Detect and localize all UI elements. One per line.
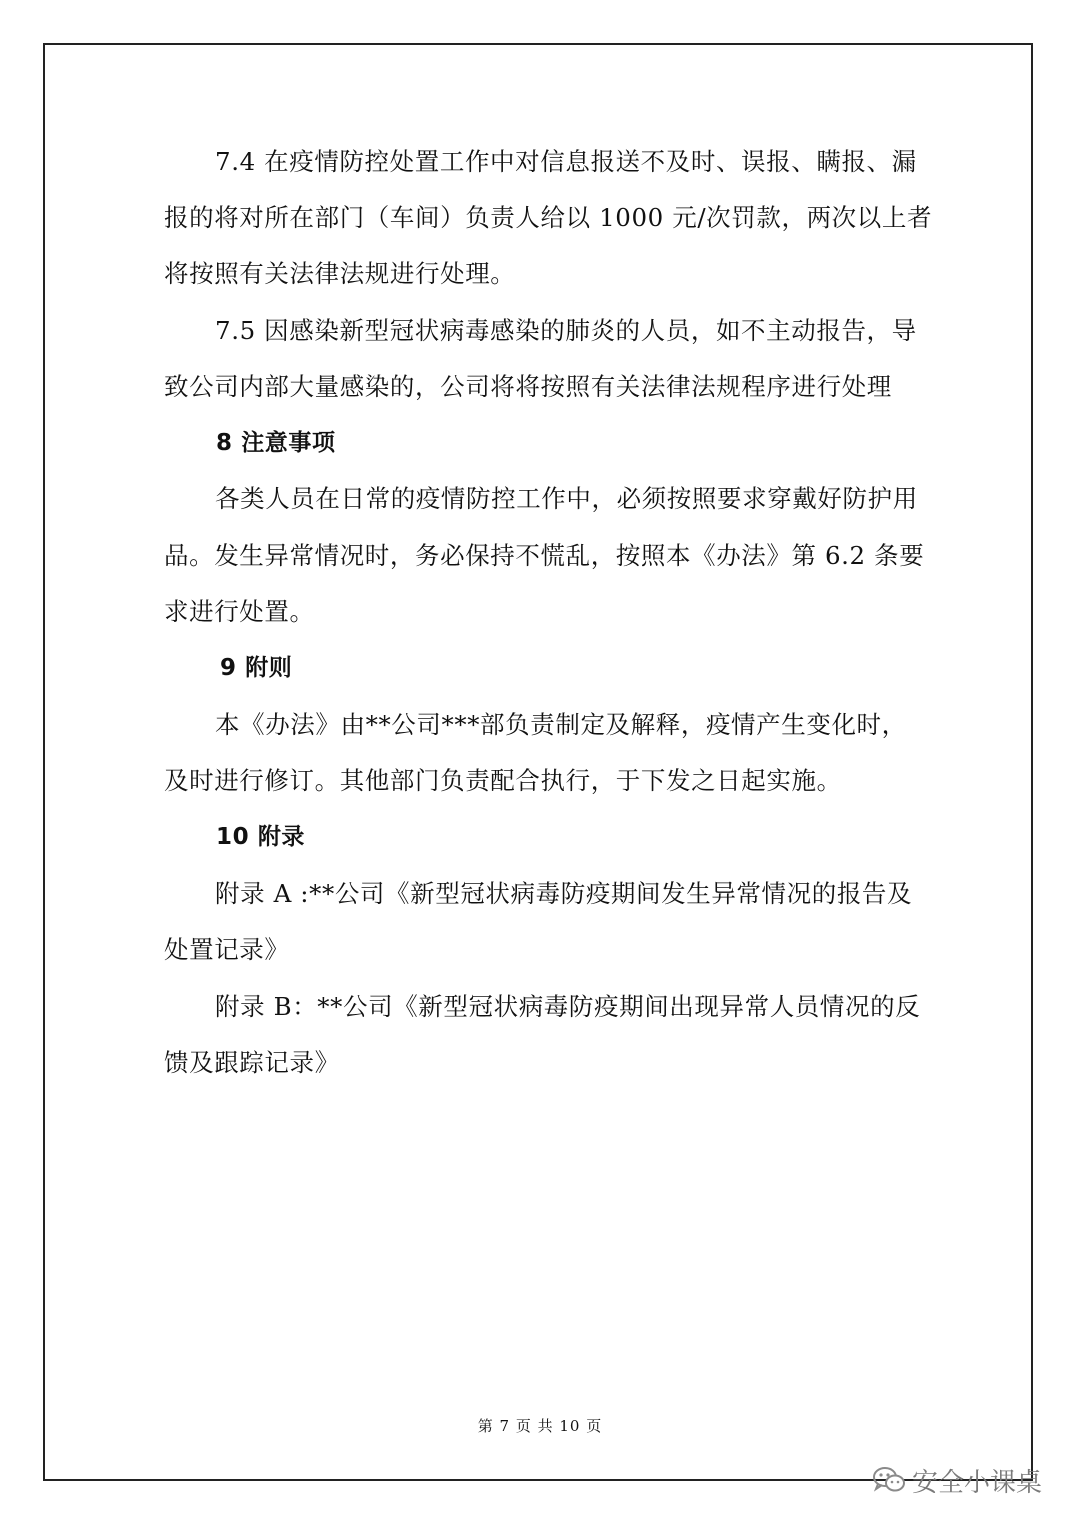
paragraph-7-4-line-3: 将按照有关法律法规进行处理。 bbox=[164, 259, 516, 288]
paragraph-8-line-3: 求进行处置。 bbox=[164, 597, 315, 626]
section-heading-10: 10 附录 bbox=[216, 824, 306, 850]
paragraph-9-line-1: 本《办法》由**公司***部负责制定及解释，疫情产生变化时， bbox=[215, 710, 907, 739]
paragraph-7-5-line-1: 7.5 因感染新型冠状病毒感染的肺炎的人员，如不主动报告，导 bbox=[215, 316, 917, 345]
appendix-b-line-2: 馈及跟踪记录》 bbox=[164, 1048, 340, 1077]
section-heading-8: 8 注意事项 bbox=[216, 430, 336, 456]
paragraph-9-line-2: 及时进行修订。其他部门负责配合执行，于下发之日起实施。 bbox=[164, 766, 842, 795]
appendix-a-line-1: 附录 A :**公司《新型冠状病毒防疫期间发生异常情况的报告及 bbox=[215, 879, 913, 908]
section-heading-9: 9 附则 bbox=[220, 655, 293, 681]
appendix-a-line-2: 处置记录》 bbox=[164, 935, 290, 964]
paragraph-8-line-1: 各类人员在日常的疫情防控工作中，必须按照要求穿戴好防护用 bbox=[215, 484, 918, 513]
page-number-footer: 第 7 页 共 10 页 bbox=[477, 1417, 603, 1435]
watermark bbox=[872, 1460, 1042, 1500]
paragraph-7-5-line-2: 致公司内部大量感染的，公司将将按照有关法律法规程序进行处理 bbox=[164, 372, 892, 401]
appendix-b-line-1: 附录 B：**公司《新型冠状病毒防疫期间出现异常人员情况的反 bbox=[215, 992, 921, 1021]
paragraph-8-line-2: 品。发生异常情况时，务必保持不慌乱，按照本《办法》第 6.2 条要 bbox=[164, 541, 925, 570]
wechat-icon bbox=[872, 1465, 906, 1495]
paragraph-7-4-line-1: 7.4 在疫情防控处置工作中对信息报送不及时、误报、瞒报、漏 bbox=[215, 147, 917, 176]
paragraph-7-4-line-2: 报的将对所在部门（车间）负责人给以 1000 元/次罚款，两次以上者 bbox=[164, 203, 933, 232]
watermark-text: 安全小课桌 bbox=[912, 1467, 1043, 1498]
